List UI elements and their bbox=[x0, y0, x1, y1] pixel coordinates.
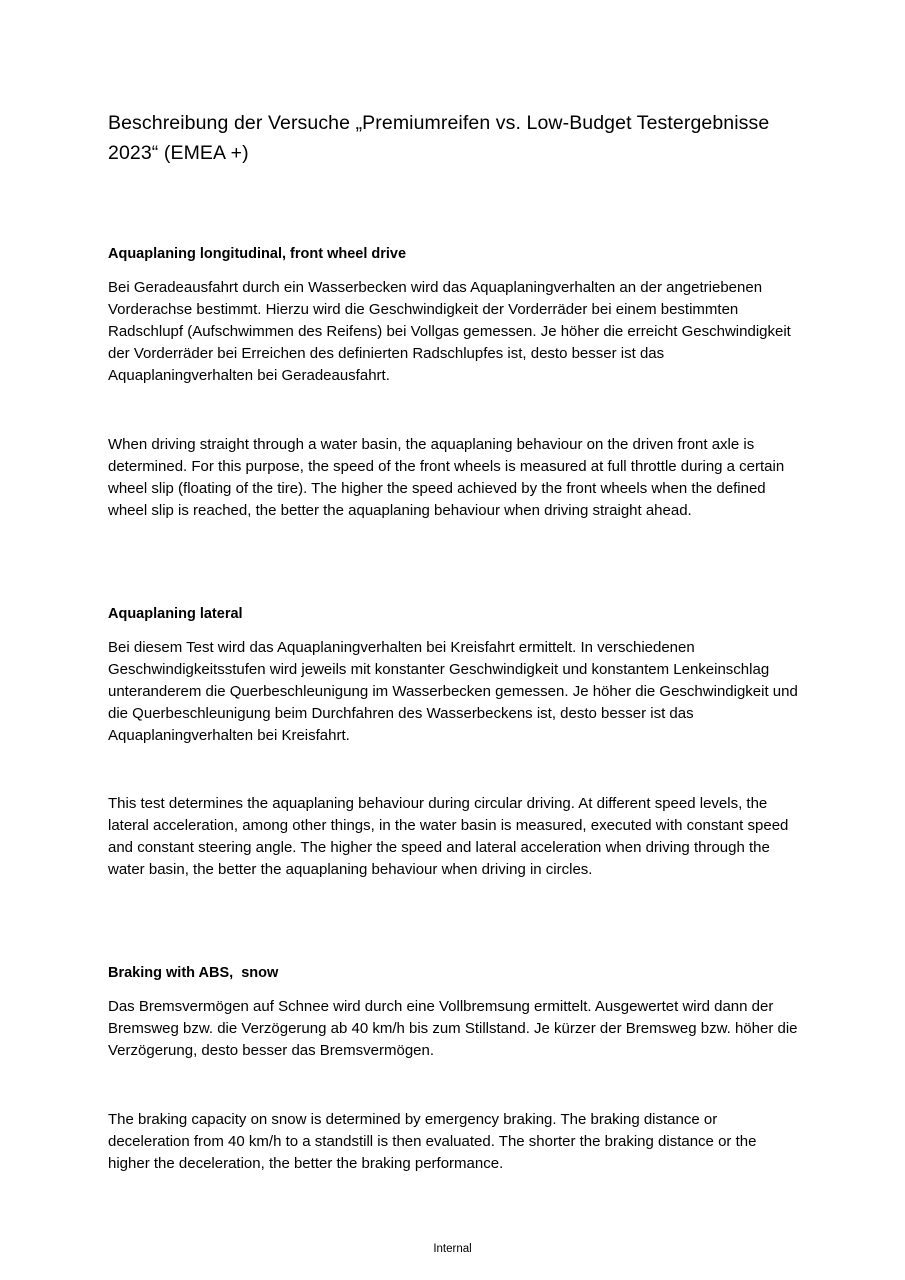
paragraph-aquaplaning-longitudinal-en: When driving straight through a water basin, the aquaplaning behaviour on the driven front axle is determined. For this purpose, the speed of the front wheels is measured at full throttle during a certain wheel slip (floating of the tire). The higher the speed achieved by the front wheels when the defined wheel slip is reached, the better the aquaplaning behaviour when driving straight ahead. bbox=[108, 436, 785, 519]
paragraph-aquaplaning-longitudinal-de: Bei Geradeausfahrt durch ein Wasserbecken wird das Aquaplaningverhalten an der angetriebenen Vorderachse bestimmt. Hierzu wird die Geschwindigkeit der Vorderräder bei einem bestimmten Radschlupf (Aufschwimmen des Reifens) bei Vollgas gemessen. Je höher die erreicht Geschwindigkeit der Vorderräder bei Erreichen des definierten Radschlupfes ist, desto besser ist das Aquaplaningverhalten bei Geradeausfahrt. bbox=[108, 279, 791, 384]
document-title: Beschreibung der Versuche „Premiumreifen vs. Low-Budget Testergebnisse 2023“ (EMEA +) bbox=[108, 112, 770, 164]
paragraph-aquaplaning-lateral-en: This test determines the aquaplaning behaviour during circular driving. At different speed levels, the lateral acceleration, among other things, in the water basin is measured, executed with constant speed and constant steering angle. The higher the speed and lateral acceleration when driving through the water basin, the better the aquaplaning behaviour when driving in circles. bbox=[108, 795, 789, 878]
paragraph-aquaplaning-lateral-de: Bei diesem Test wird das Aquaplaningverhalten bei Kreisfahrt ermittelt. In verschiedenen Geschwindigkeitsstufen wird jeweils mit konstanter Geschwindigkeit und konstantem Lenkeinschlag unteranderem die Querbeschleunigung im Wasserbecken gemessen. Je höher die Geschwindigkeit und die Querbeschleunigung beim Durchfahren des Wasserbeckens ist, desto besser ist das Aquaplaningverhalten bei Kreisfahrt. bbox=[108, 639, 798, 744]
section-heading-braking-snow: Braking with ABS, snow bbox=[108, 965, 279, 981]
section-heading-aquaplaning-longitudinal: Aquaplaning longitudinal, front wheel drive bbox=[108, 246, 407, 262]
section-heading-aquaplaning-lateral: Aquaplaning lateral bbox=[108, 606, 243, 622]
paragraph-braking-snow-en: The braking capacity on snow is determined by emergency braking. The braking distance or deceleration from 40 km/h to a standstill is then evaluated. The shorter the braking distance or the higher the deceleration, the better the braking performance. bbox=[108, 1111, 757, 1172]
paragraph-braking-snow-de: Das Bremsvermögen auf Schnee wird durch eine Vollbremsung ermittelt. Ausgewertet wird dann der Bremsweg bzw. die Verzögerung ab 40 km/h bis zum Stillstand. Je kürzer der Bremsweg bzw. höher die Verzögerung, desto besser das Bremsvermögen. bbox=[108, 998, 798, 1059]
footer-classification-label: Internal bbox=[433, 1243, 472, 1255]
